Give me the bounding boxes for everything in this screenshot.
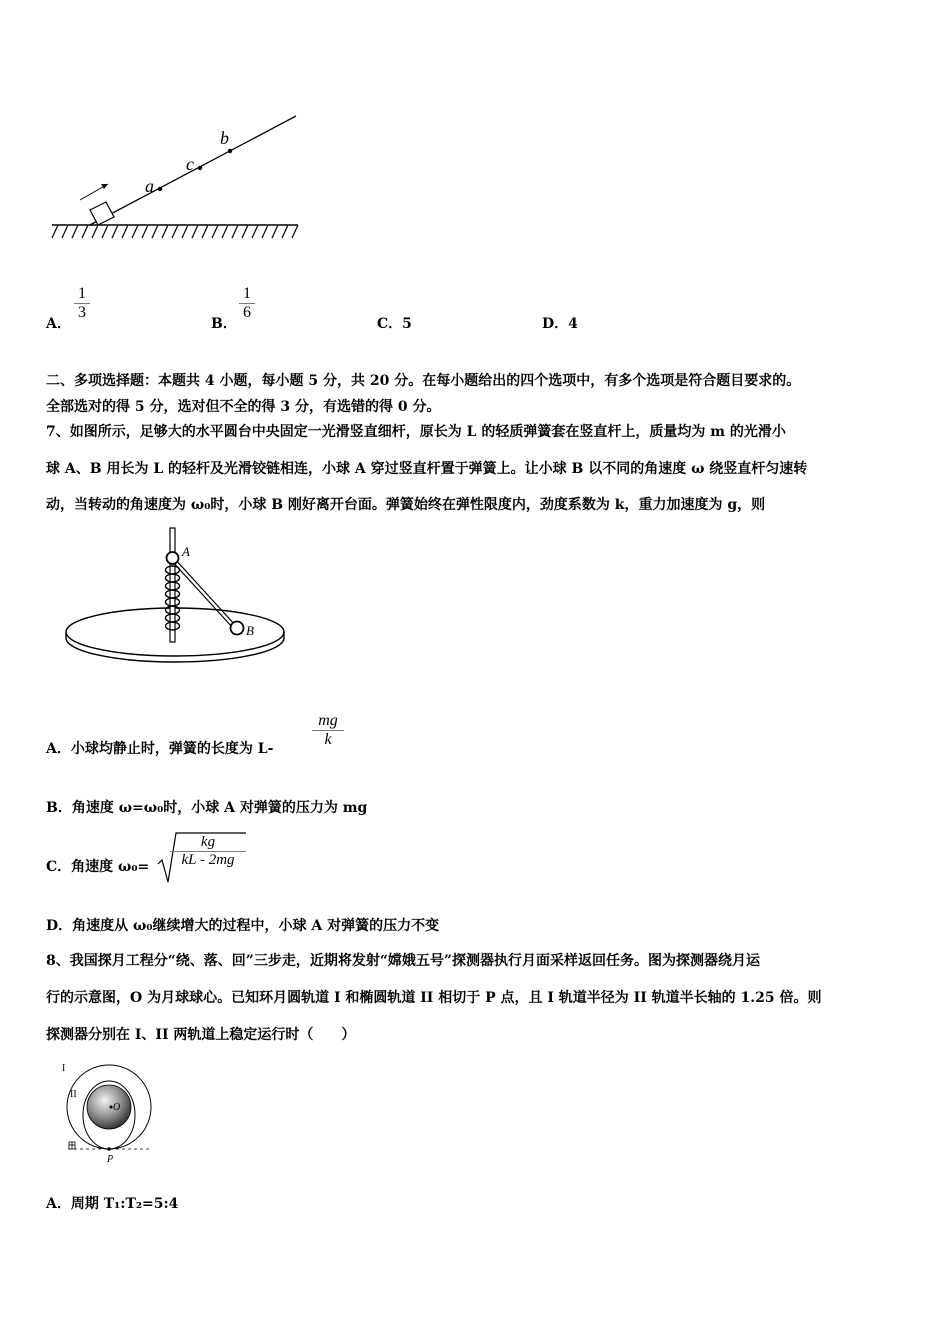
q7-option-a: A．小球均静止时，弹簧的长度为 L- (46, 741, 274, 757)
q6-option-c: C．5 (377, 316, 412, 332)
q7-stem-line1: 7、如图所示，足够大的水平圆台中央固定一光滑竖直细杆，原长为 L 的轻质弹簧套在竖直杆上，质量均为 m 的光滑小 (46, 424, 786, 440)
label-center-o: O (113, 1102, 121, 1113)
section2-line1: 二、多项选择题：本题共 4 小题，每小题 5 分，共 20 分。在每小题给出的四个选项中，有多个选项是符合题目要求的。 (46, 373, 801, 389)
q7-option-d: D．角速度从 ω₀继续增大的过程中，小球 A 对弹簧的压力不变 (46, 918, 440, 934)
q6-option-b-label: B． (211, 316, 237, 332)
q7-option-a-num: mg (318, 712, 338, 729)
q8-stem-line2: 行的示意图，O 为月球球心。已知环月圆轨道 I 和椭圆轨道 II 相切于 P 点，且 I 轨道半径为 II 轨道半长轴的 1.25 倍。则 (46, 990, 822, 1006)
q7-option-a-den: k (324, 731, 332, 748)
incline-figure (50, 110, 310, 245)
q6-option-d: D．4 (542, 316, 578, 332)
q7-option-c-num: kg (200, 834, 216, 850)
label-a: a (145, 176, 154, 196)
q8-option-a: A．周期 T₁:T₂=5:4 (46, 1196, 179, 1212)
label-b: b (220, 128, 229, 148)
q7-option-c-fraction (170, 834, 246, 869)
q8-stem-line3: 探测器分别在 I、II 两轨道上稳定运行时（ ） (46, 1027, 356, 1043)
q7-option-c: C．角速度 ω₀= (46, 859, 150, 875)
rotating-table-figure (62, 524, 292, 664)
section2-line2: 全部选对的得 5 分，选对但不全的得 3 分，有选错的得 0 分。 (46, 399, 441, 415)
label-point-p: P (107, 1154, 114, 1165)
label-orbit-i: I (62, 1063, 66, 1074)
q7-option-b: B．角速度 ω=ω₀时，小球 A 对弹簧的压力为 mg (46, 800, 368, 816)
q7-option-c-den: kL - 2mg (181, 852, 235, 868)
q6-option-b-den: 6 (243, 304, 251, 321)
q7-stem-line2: 球 A、B 用长为 L 的轻杆及光滑铰链相连，小球 A 穿过竖直杆置于弹簧上。让小球 B 以不同的角速度 ω 绕竖直杆匀速转 (46, 461, 808, 477)
q7-option-a-fraction (312, 712, 344, 749)
q6-option-b-num: 1 (243, 285, 251, 302)
label-ball-b: B (246, 623, 254, 638)
label-ball-a: A (182, 544, 190, 559)
q6-option-b-fraction (239, 285, 255, 322)
label-orbit-ii: II (70, 1089, 77, 1100)
q6-option-a-label: A． (46, 316, 71, 332)
q6-option-a-fraction (74, 285, 90, 322)
q8-stem-line1: 8、我国探月工程分“绕、落、回”三步走，近期将发射“嫦娥五号”探测器执行月面采样返回任务。图为探测器绕月运 (46, 953, 760, 969)
q7-stem-line3: 动，当转动的角速度为 ω₀时，小球 B 刚好离开台面。弹簧始终在弹性限度内，劲度系数为 k，重力加速度为 g，则 (46, 497, 766, 513)
orbit-figure (60, 1062, 160, 1167)
label-c: c (186, 154, 194, 174)
q6-option-a-num: 1 (78, 285, 86, 302)
q6-option-a-den: 3 (78, 304, 86, 321)
